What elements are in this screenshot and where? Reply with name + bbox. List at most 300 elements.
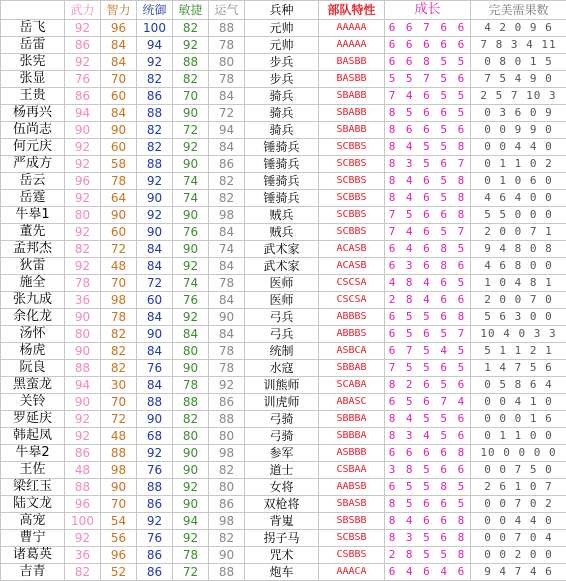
cell-growth: 7 4 6 5 5 [385,88,471,105]
cell-intellect: 58 [101,156,137,173]
cell-perfect-fruit-count: 1 0 4 8 1 [471,275,566,292]
cell-intellect: 54 [101,513,137,530]
cell-force: 92 [65,428,101,445]
cell-general-name: 岳云 [1,173,65,190]
cell-unit-traits: SBBAB [319,360,385,377]
cell-general-name: 何元庆 [1,139,65,156]
cell-command: 92 [137,173,173,190]
cell-troop-type: 锤骑兵 [245,156,319,173]
cell-command: 82 [137,139,173,156]
cell-perfect-fruit-count: 0 1 0 6 0 [471,173,566,190]
cell-luck: 90 [209,309,245,326]
cell-troop-type: 骑兵 [245,105,319,122]
cell-command: 76 [137,462,173,479]
cell-unit-traits: AAACA [319,564,385,581]
cell-perfect-fruit-count: 4 2 0 9 6 [471,20,566,37]
table-row [1,54,566,71]
cell-general-name: 黑蛮龙 [1,377,65,394]
cell-unit-traits: AAAAA [319,20,385,37]
cell-general-name: 诸葛英 [1,547,65,564]
cell-command: 72 [137,275,173,292]
cell-troop-type: 弓骑 [245,411,319,428]
cell-agility: 74 [173,190,209,207]
cell-force: 92 [65,20,101,37]
cell-unit-traits: SCBBS [319,224,385,241]
cell-luck: 94 [209,122,245,139]
cell-agility: 74 [173,275,209,292]
cell-intellect: 78 [101,309,137,326]
cell-command: 84 [137,343,173,360]
cell-perfect-fruit-count: 9 4 7 4 6 [471,564,566,581]
cell-force: 90 [65,394,101,411]
cell-agility: 72 [173,122,209,139]
cell-general-name: 罗延庆 [1,411,65,428]
cell-growth: 6 5 5 8 5 [385,479,471,496]
cell-unit-traits: SBABB [319,122,385,139]
cell-unit-traits: SBASB [319,496,385,513]
table-row [1,411,566,428]
header-intellect: 智力 [101,1,137,20]
cell-luck: 84 [209,258,245,275]
cell-command: 76 [137,360,173,377]
cell-perfect-fruit-count: 5 1 1 2 1 [471,343,566,360]
cell-force: 90 [65,309,101,326]
cell-growth: 7 4 6 5 7 [385,224,471,241]
cell-force: 48 [65,462,101,479]
table-row [1,547,566,564]
cell-growth: 8 3 4 5 6 [385,428,471,445]
table-row [1,360,566,377]
cell-unit-traits: ACASB [319,258,385,275]
cell-command: 84 [137,241,173,258]
cell-force: 92 [65,258,101,275]
cell-agility: 82 [173,20,209,37]
table-row [1,309,566,326]
cell-luck: 82 [209,173,245,190]
table-row [1,462,566,479]
cell-troop-type: 武术家 [245,241,319,258]
cell-unit-traits: SBBBA [319,428,385,445]
table-row [1,139,566,156]
cell-agility: 70 [173,88,209,105]
cell-force: 88 [65,360,101,377]
cell-intellect: 72 [101,411,137,428]
cell-general-name: 关铃 [1,394,65,411]
cell-force: 90 [65,122,101,139]
cell-general-name: 岳飞 [1,20,65,37]
cell-command: 92 [137,445,173,462]
cell-luck: 72 [209,105,245,122]
cell-growth: 6 7 5 4 5 [385,343,471,360]
cell-intellect: 60 [101,139,137,156]
cell-perfect-fruit-count: 10 0 0 0 0 [471,445,566,462]
cell-perfect-fruit-count: 0 0 4 4 0 [471,139,566,156]
cell-troop-type: 武术家 [245,258,319,275]
cell-agility: 88 [173,394,209,411]
cell-perfect-fruit-count: 4 6 8 0 0 [471,258,566,275]
cell-agility: 76 [173,292,209,309]
cell-growth: 6 5 6 7 4 [385,394,471,411]
cell-command: 90 [137,411,173,428]
cell-general-name: 张显 [1,71,65,88]
cell-command: 90 [137,326,173,343]
header-command: 统御 [137,1,173,20]
cell-unit-traits: BASBB [319,71,385,88]
cell-troop-type: 训熊师 [245,377,319,394]
cell-force: 96 [65,173,101,190]
cell-agility: 94 [173,513,209,530]
cell-luck: 84 [209,224,245,241]
cell-intellect: 90 [101,479,137,496]
cell-growth: 6 5 6 5 7 [385,326,471,343]
cell-luck: 84 [209,326,245,343]
cell-troop-type: 女将 [245,479,319,496]
cell-agility: 90 [173,445,209,462]
table-row [1,394,566,411]
cell-general-name: 吉青 [1,564,65,581]
cell-growth: 8 3 5 6 8 [385,530,471,547]
cell-command: 88 [137,479,173,496]
cell-troop-type: 双枪将 [245,496,319,513]
cell-intellect: 90 [101,122,137,139]
cell-luck: 78 [209,360,245,377]
cell-command: 86 [137,547,173,564]
cell-perfect-fruit-count: 0 1 1 0 0 [471,428,566,445]
cell-agility: 76 [173,224,209,241]
cell-perfect-fruit-count: 0 0 7 5 0 [471,462,566,479]
cell-agility: 90 [173,207,209,224]
cell-intellect: 84 [101,37,137,54]
cell-luck: 86 [209,394,245,411]
cell-troop-type: 参军 [245,445,319,462]
cell-luck: 82 [209,190,245,207]
cell-growth: 8 4 6 5 8 [385,190,471,207]
cell-troop-type: 步兵 [245,54,319,71]
cell-unit-traits: SCBBS [319,190,385,207]
cell-growth: 6 6 6 6 6 [385,37,471,54]
cell-unit-traits: SCABA [319,377,385,394]
cell-intellect: 82 [101,343,137,360]
cell-force: 78 [65,275,101,292]
cell-perfect-fruit-count: 2 0 0 7 1 [471,224,566,241]
cell-intellect: 30 [101,377,137,394]
cell-general-name: 韩起凤 [1,428,65,445]
table-row [1,37,566,54]
cell-perfect-fruit-count: 0 8 0 1 5 [471,54,566,71]
cell-general-name: 陆文龙 [1,496,65,513]
cell-troop-type: 咒术 [245,547,319,564]
cell-general-name: 岳霆 [1,190,65,207]
cell-luck: 98 [209,513,245,530]
cell-troop-type: 弓骑 [245,428,319,445]
cell-unit-traits: ASBCA [319,343,385,360]
cell-unit-traits: SCBSB [319,530,385,547]
table-row [1,564,566,581]
cell-troop-type: 道士 [245,462,319,479]
cell-growth: 8 5 6 6 5 [385,105,471,122]
cell-agility: 84 [173,326,209,343]
header-unit-traits: 部队特性 [319,1,385,20]
cell-unit-traits: ASBBB [319,445,385,462]
cell-agility: 90 [173,105,209,122]
cell-intellect: 78 [101,173,137,190]
cell-agility: 82 [173,411,209,428]
cell-agility: 80 [173,343,209,360]
cell-command: 100 [137,20,173,37]
cell-command: 94 [137,37,173,54]
table-row [1,530,566,547]
cell-growth: 8 4 5 5 8 [385,139,471,156]
header-agility: 敏捷 [173,1,209,20]
cell-perfect-fruit-count: 2 0 0 7 0 [471,292,566,309]
cell-growth: 2 8 5 5 8 [385,547,471,564]
cell-intellect: 64 [101,190,137,207]
cell-agility: 90 [173,462,209,479]
cell-agility: 78 [173,377,209,394]
cell-intellect: 70 [101,394,137,411]
cell-force: 92 [65,530,101,547]
cell-troop-type: 骑兵 [245,122,319,139]
cell-agility: 78 [173,547,209,564]
cell-agility: 92 [173,258,209,275]
table-row [1,479,566,496]
cell-agility: 92 [173,530,209,547]
cell-growth: 6 6 8 5 5 [385,54,471,71]
table-row [1,156,566,173]
cell-luck: 74 [209,241,245,258]
cell-intellect: 60 [101,224,137,241]
cell-agility: 92 [173,309,209,326]
cell-intellect: 82 [101,360,137,377]
cell-unit-traits: ABBBS [319,309,385,326]
cell-general-name: 岳雷 [1,37,65,54]
cell-intellect: 72 [101,241,137,258]
table-row [1,258,566,275]
header-luck: 运气 [209,1,245,20]
header-force: 武力 [65,1,101,20]
cell-agility: 80 [173,428,209,445]
table-row [1,173,566,190]
cell-agility: 92 [173,479,209,496]
cell-growth: 3 8 5 6 6 [385,462,471,479]
cell-intellect: 70 [101,71,137,88]
cell-force: 86 [65,37,101,54]
cell-intellect: 48 [101,258,137,275]
cell-intellect: 70 [101,496,137,513]
cell-agility: 72 [173,564,209,581]
cell-luck: 98 [209,445,245,462]
cell-general-name: 严成方 [1,156,65,173]
cell-command: 92 [137,207,173,224]
cell-unit-traits: SCBBS [319,173,385,190]
table-row [1,88,566,105]
cell-force: 76 [65,71,101,88]
table-row [1,513,566,530]
cell-perfect-fruit-count: 0 1 1 0 2 [471,156,566,173]
cell-luck: 80 [209,54,245,71]
cell-luck: 80 [209,428,245,445]
cell-force: 80 [65,326,101,343]
cell-intellect: 84 [101,105,137,122]
cell-unit-traits: SBSBB [319,513,385,530]
cell-growth: 6 5 5 6 8 [385,309,471,326]
cell-force: 92 [65,139,101,156]
cell-growth: 6 3 6 8 6 [385,258,471,275]
cell-luck: 88 [209,411,245,428]
cell-general-name: 张九成 [1,292,65,309]
cell-unit-traits: SBABB [319,105,385,122]
cell-intellect: 98 [101,292,137,309]
cell-luck: 86 [209,156,245,173]
cell-command: 76 [137,530,173,547]
cell-intellect: 96 [101,20,137,37]
cell-perfect-fruit-count: 2 5 7 10 3 [471,88,566,105]
cell-luck: 84 [209,139,245,156]
cell-force: 92 [65,190,101,207]
cell-perfect-fruit-count: 5 5 0 0 0 [471,207,566,224]
cell-force: 36 [65,547,101,564]
cell-general-name: 杨再兴 [1,105,65,122]
cell-force: 96 [65,496,101,513]
header-row [1,1,566,20]
cell-force: 92 [65,411,101,428]
cell-command: 86 [137,496,173,513]
cell-growth: 8 2 6 5 6 [385,377,471,394]
cell-force: 88 [65,479,101,496]
cell-troop-type: 弓兵 [245,326,319,343]
cell-perfect-fruit-count: 0 0 4 4 0 [471,513,566,530]
table-row [1,275,566,292]
cell-unit-traits: CSCSA [319,292,385,309]
cell-command: 82 [137,122,173,139]
cell-force: 36 [65,292,101,309]
cell-intellect: 48 [101,428,137,445]
cell-perfect-fruit-count: 10 4 0 3 3 [471,326,566,343]
cell-unit-traits: SCBBS [319,207,385,224]
cell-general-name: 梁红玉 [1,479,65,496]
cell-luck: 78 [209,343,245,360]
cell-luck: 78 [209,37,245,54]
cell-perfect-fruit-count: 1 4 7 5 6 [471,360,566,377]
cell-command: 84 [137,258,173,275]
table-row [1,343,566,360]
cell-agility: 88 [173,54,209,71]
cell-growth: 6 6 6 6 8 [385,445,471,462]
cell-perfect-fruit-count: 9 4 8 0 8 [471,241,566,258]
cell-command: 88 [137,105,173,122]
cell-command: 84 [137,309,173,326]
cell-troop-type: 拐子马 [245,530,319,547]
cell-troop-type: 贼兵 [245,207,319,224]
cell-troop-type: 背嵬 [245,513,319,530]
cell-perfect-fruit-count: 0 0 2 0 0 [471,547,566,564]
table-row [1,241,566,258]
cell-intellect: 60 [101,88,137,105]
cell-growth: 8 4 5 5 6 [385,411,471,428]
cell-agility: 90 [173,360,209,377]
cell-troop-type: 步兵 [245,71,319,88]
cell-general-name: 王贵 [1,88,65,105]
cell-perfect-fruit-count: 0 0 0 1 6 [471,411,566,428]
cell-perfect-fruit-count: 5 6 3 0 0 [471,309,566,326]
cell-force: 92 [65,54,101,71]
cell-luck: 88 [209,20,245,37]
header-general-name [1,1,65,20]
cell-unit-traits: SBABB [319,88,385,105]
table-row [1,122,566,139]
cell-perfect-fruit-count: 7 5 4 9 0 [471,71,566,88]
cell-intellect: 52 [101,564,137,581]
cell-unit-traits: SCBBS [319,139,385,156]
cell-general-name: 阮良 [1,360,65,377]
cell-troop-type: 元帅 [245,20,319,37]
cell-intellect: 96 [101,547,137,564]
cell-unit-traits: SCBBS [319,156,385,173]
cell-force: 90 [65,343,101,360]
cell-command: 68 [137,428,173,445]
cell-growth: 5 5 7 5 6 [385,71,471,88]
cell-unit-traits: ABASC [319,394,385,411]
cell-troop-type: 元帅 [245,37,319,54]
cell-growth: 6 4 6 8 5 [385,241,471,258]
cell-unit-traits: ACASB [319,241,385,258]
cell-perfect-fruit-count: 0 0 9 9 0 [471,122,566,139]
cell-agility: 92 [173,37,209,54]
cell-force: 94 [65,377,101,394]
cell-force: 92 [65,156,101,173]
cell-force: 82 [65,564,101,581]
cell-troop-type: 锤骑兵 [245,190,319,207]
cell-perfect-fruit-count: 4 6 4 0 0 [471,190,566,207]
cell-general-name: 汤怀 [1,326,65,343]
cell-perfect-fruit-count: 0 0 7 0 4 [471,530,566,547]
table-row [1,292,566,309]
header-troop-type: 兵种 [245,1,319,20]
cell-force: 100 [65,513,101,530]
cell-luck: 78 [209,275,245,292]
cell-command: 82 [137,71,173,88]
cell-intellect: 98 [101,462,137,479]
cell-agility: 90 [173,156,209,173]
cell-unit-traits: AABSB [319,479,385,496]
cell-intellect: 56 [101,530,137,547]
cell-perfect-fruit-count: 7 8 3 4 11 [471,37,566,54]
cell-troop-type: 炮车 [245,564,319,581]
table-row [1,224,566,241]
cell-general-name: 曹宁 [1,530,65,547]
cell-general-name: 董先 [1,224,65,241]
cell-general-name: 余化龙 [1,309,65,326]
cell-growth: 7 5 5 6 5 [385,360,471,377]
cell-luck: 82 [209,462,245,479]
cell-perfect-fruit-count: 0 5 8 6 4 [471,377,566,394]
table-row [1,496,566,513]
cell-force: 94 [65,105,101,122]
cell-agility: 82 [173,71,209,88]
cell-unit-traits: ABBBS [319,326,385,343]
cell-command: 90 [137,224,173,241]
cell-command: 84 [137,377,173,394]
cell-luck: 88 [209,564,245,581]
cell-general-name: 杨虎 [1,343,65,360]
cell-luck: 80 [209,479,245,496]
table-row [1,71,566,88]
cell-general-name: 施全 [1,275,65,292]
cell-general-name: 王佐 [1,462,65,479]
cell-command: 86 [137,564,173,581]
cell-luck: 78 [209,71,245,88]
cell-luck: 98 [209,207,245,224]
